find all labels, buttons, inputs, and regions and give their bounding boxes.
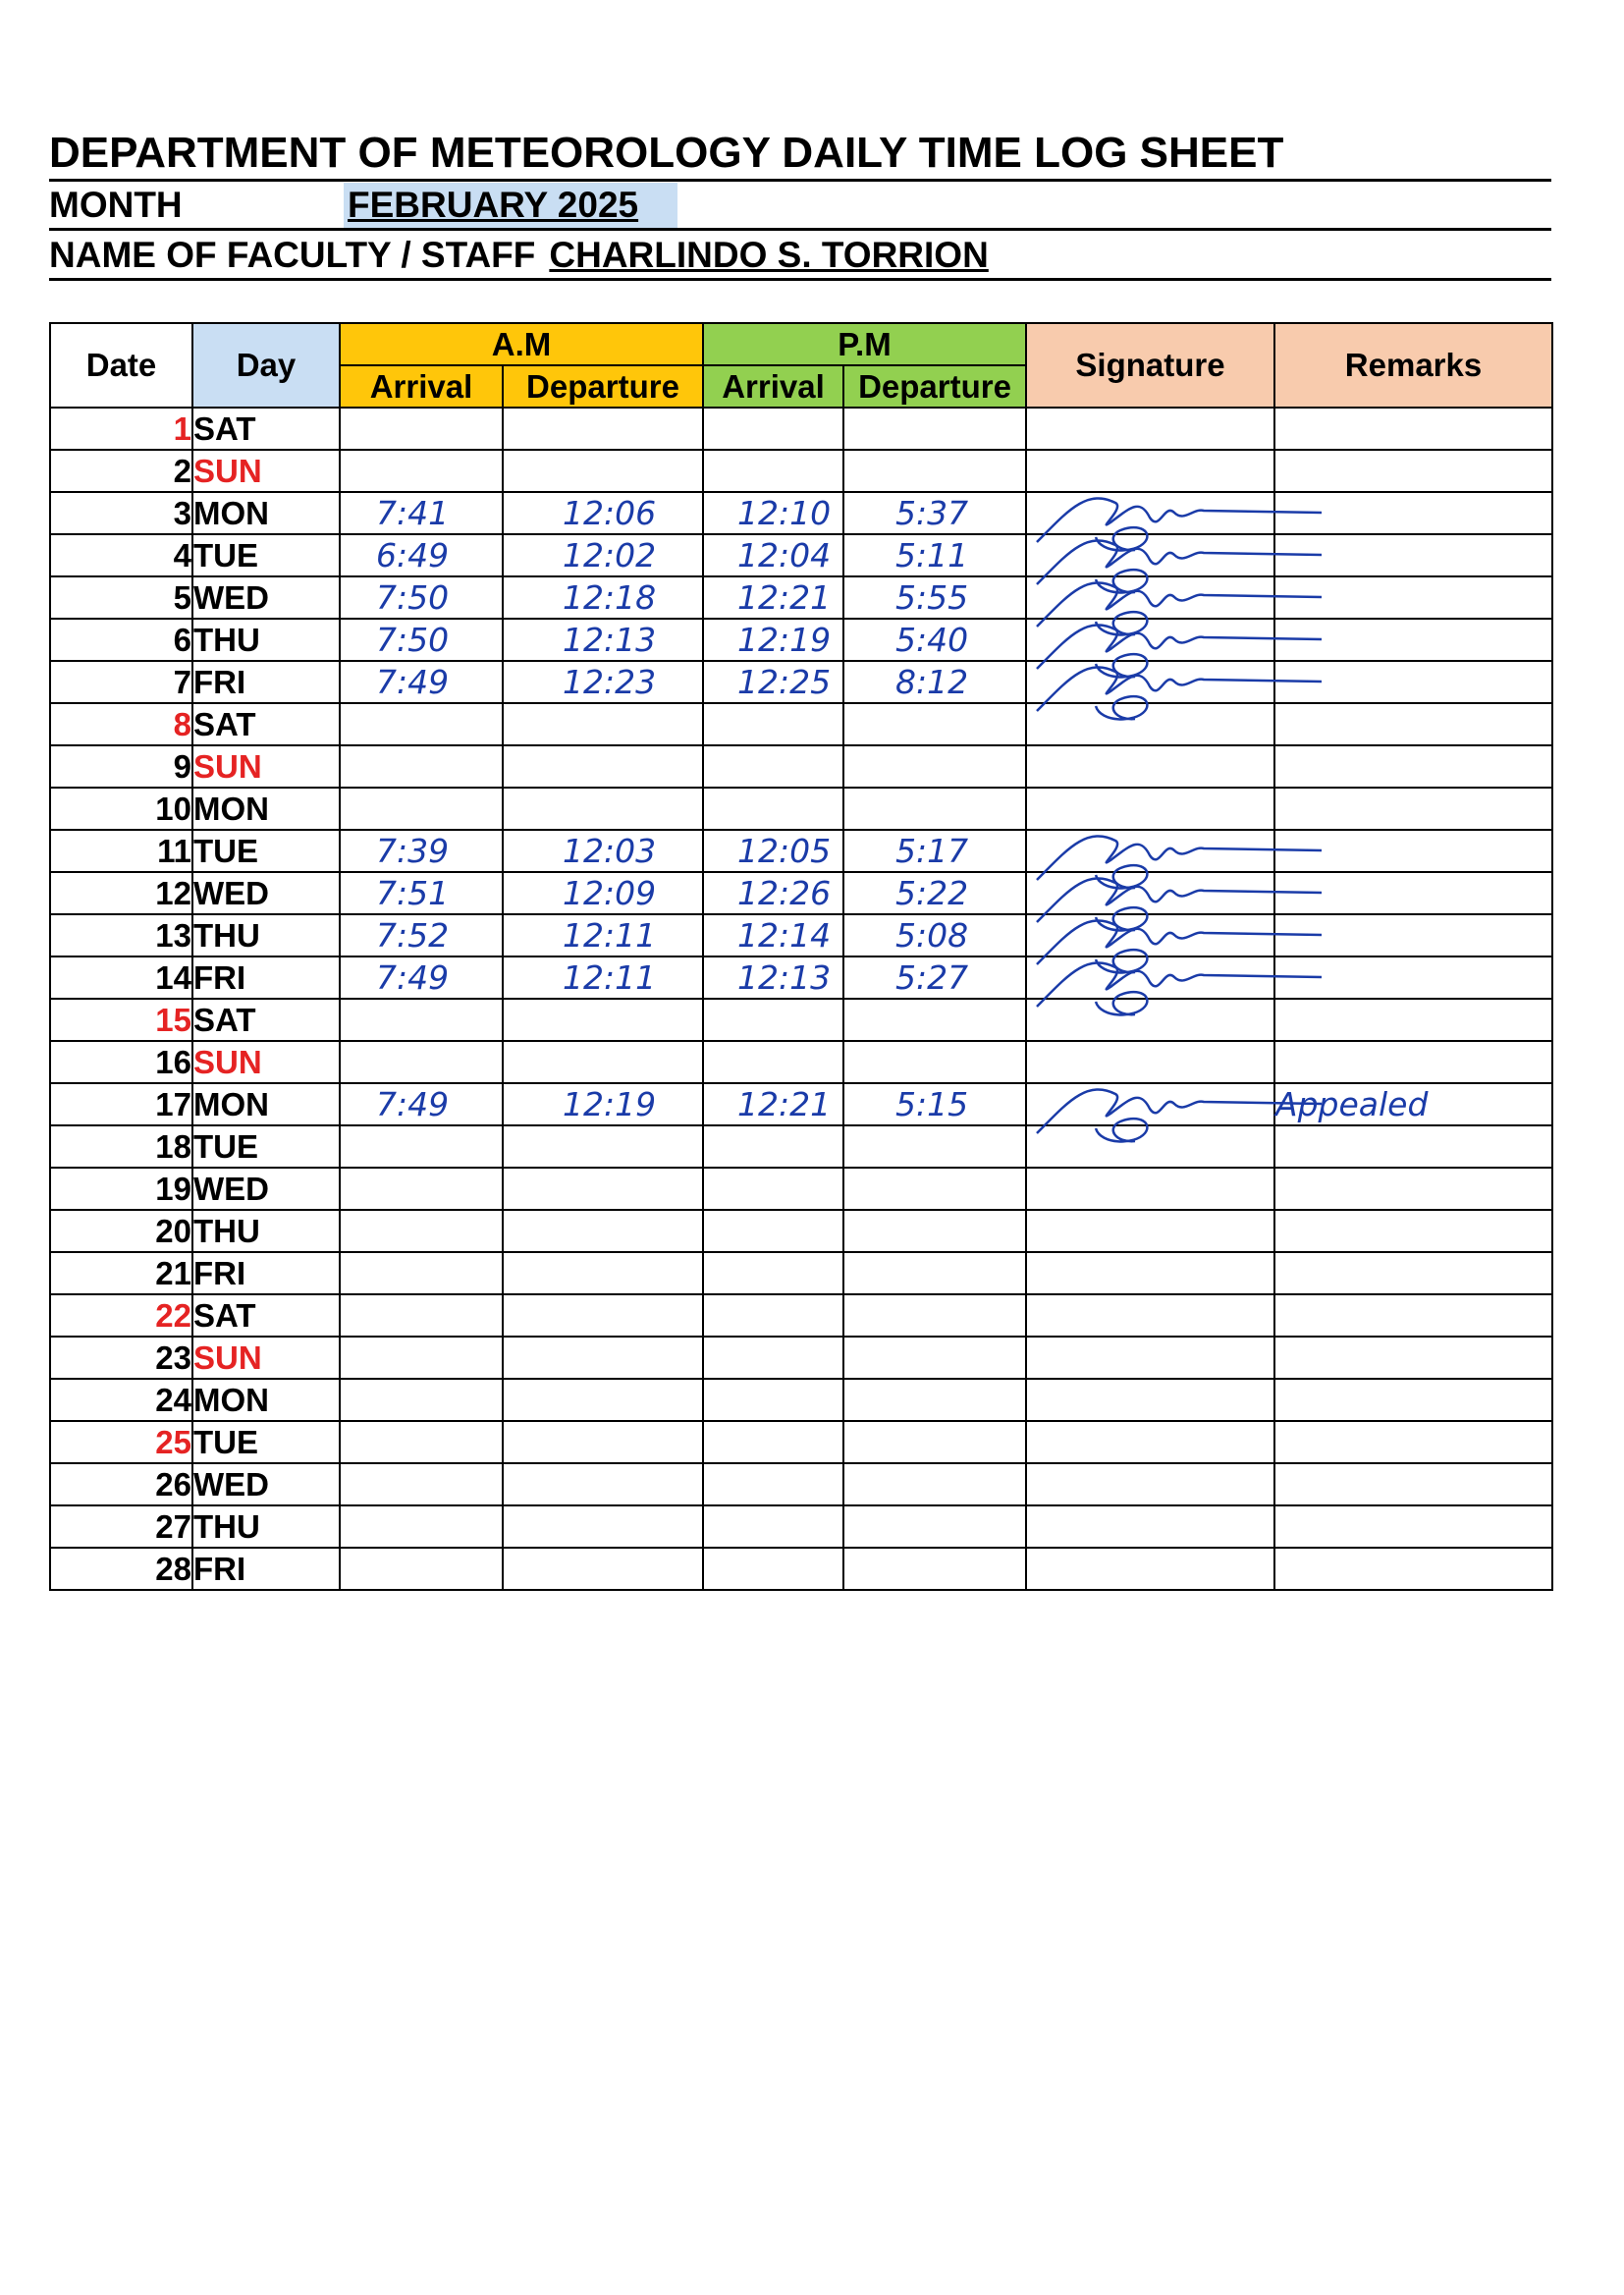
am-arrival-cell: 6:49 <box>340 534 503 576</box>
day-cell: SUN <box>192 1041 340 1083</box>
signature-cell <box>1026 492 1274 534</box>
date-cell: 4 <box>50 534 192 576</box>
table-row <box>50 576 1552 619</box>
sheet-title: DEPARTMENT OF METEOROLOGY DAILY TIME LOG SHEET <box>49 128 1551 182</box>
day-cell: MON <box>192 1083 340 1125</box>
date-cell: 16 <box>50 1041 192 1083</box>
signature-cell <box>1026 1041 1274 1083</box>
signature-cell <box>1026 534 1274 576</box>
table-row <box>50 661 1552 703</box>
table-row <box>50 1379 1552 1421</box>
date-cell: 22 <box>50 1294 192 1337</box>
pm-departure-cell <box>843 1337 1026 1379</box>
signature-cell <box>1026 576 1274 619</box>
signature-cell <box>1026 1210 1274 1252</box>
table-row <box>50 956 1552 999</box>
header-remarks: Remarks <box>1274 323 1552 408</box>
remarks-cell <box>1274 1505 1552 1548</box>
am-arrival-cell: 7:50 <box>340 576 503 619</box>
pm-departure-cell: 5:40 <box>843 619 1026 661</box>
day-cell: WED <box>192 576 340 619</box>
am-departure-cell <box>503 1168 703 1210</box>
day-cell: THU <box>192 619 340 661</box>
day-cell: THU <box>192 1505 340 1548</box>
pm-departure-cell <box>843 1505 1026 1548</box>
day-cell: SAT <box>192 408 340 450</box>
date-cell: 17 <box>50 1083 192 1125</box>
header-pm: P.M <box>703 323 1026 365</box>
remarks-cell <box>1274 1548 1552 1590</box>
am-arrival-cell <box>340 1463 503 1505</box>
am-departure-cell <box>503 1041 703 1083</box>
day-cell: WED <box>192 1463 340 1505</box>
am-arrival-cell: 7:39 <box>340 830 503 872</box>
pm-departure-cell <box>843 745 1026 788</box>
pm-departure-cell <box>843 1125 1026 1168</box>
am-arrival-cell: 7:51 <box>340 872 503 914</box>
pm-departure-cell <box>843 1548 1026 1590</box>
am-departure-cell: 12:09 <box>503 872 703 914</box>
remarks-cell <box>1274 1337 1552 1379</box>
pm-departure-cell <box>843 1294 1026 1337</box>
pm-arrival-cell: 12:19 <box>703 619 843 661</box>
am-departure-cell <box>503 1252 703 1294</box>
signature-cell <box>1026 619 1274 661</box>
am-departure-cell <box>503 1294 703 1337</box>
signature-cell <box>1026 999 1274 1041</box>
am-arrival-cell <box>340 1294 503 1337</box>
table-row <box>50 1083 1552 1125</box>
pm-arrival-cell <box>703 745 843 788</box>
date-cell: 21 <box>50 1252 192 1294</box>
pm-departure-cell <box>843 703 1026 745</box>
log-body <box>50 408 1552 1590</box>
am-arrival-cell: 7:52 <box>340 914 503 956</box>
am-departure-cell: 12:23 <box>503 661 703 703</box>
table-row <box>50 788 1552 830</box>
name-value: CHARLINDO S. TORRION <box>549 235 989 275</box>
pm-arrival-cell <box>703 1505 843 1548</box>
day-cell: WED <box>192 872 340 914</box>
remarks-cell <box>1274 788 1552 830</box>
am-departure-cell <box>503 1548 703 1590</box>
day-cell: TUE <box>192 534 340 576</box>
date-cell: 14 <box>50 956 192 999</box>
signature-cell <box>1026 1125 1274 1168</box>
am-arrival-cell: 7:49 <box>340 661 503 703</box>
date-cell: 3 <box>50 492 192 534</box>
header-signature: Signature <box>1026 323 1274 408</box>
signature-cell <box>1026 1421 1274 1463</box>
remarks-cell <box>1274 1463 1552 1505</box>
am-arrival-cell <box>340 1548 503 1590</box>
signature-cell <box>1026 1548 1274 1590</box>
pm-departure-cell <box>843 999 1026 1041</box>
pm-arrival-cell <box>703 1379 843 1421</box>
pm-arrival-cell: 12:26 <box>703 872 843 914</box>
pm-arrival-cell: 12:14 <box>703 914 843 956</box>
signature-cell <box>1026 1168 1274 1210</box>
header-am-arrival: Arrival <box>340 365 503 408</box>
remarks-cell <box>1274 1379 1552 1421</box>
table-row <box>50 1421 1552 1463</box>
am-departure-cell <box>503 788 703 830</box>
signature-cell <box>1026 872 1274 914</box>
name-row <box>49 233 1551 281</box>
am-departure-cell: 12:19 <box>503 1083 703 1125</box>
pm-arrival-cell <box>703 999 843 1041</box>
signature-cell <box>1026 745 1274 788</box>
signature-cell <box>1026 1379 1274 1421</box>
pm-departure-cell <box>843 1210 1026 1252</box>
pm-departure-cell: 5:15 <box>843 1083 1026 1125</box>
pm-arrival-cell <box>703 1041 843 1083</box>
table-row <box>50 1294 1552 1337</box>
am-arrival-cell: 7:49 <box>340 956 503 999</box>
pm-arrival-cell <box>703 1421 843 1463</box>
signature-cell <box>1026 1505 1274 1548</box>
signature-cell <box>1026 1463 1274 1505</box>
signature-cell <box>1026 661 1274 703</box>
day-cell: MON <box>192 1379 340 1421</box>
day-cell: TUE <box>192 1125 340 1168</box>
month-row <box>49 183 1551 231</box>
signature-cell <box>1026 703 1274 745</box>
pm-arrival-cell: 12:13 <box>703 956 843 999</box>
date-cell: 1 <box>50 408 192 450</box>
table-row <box>50 619 1552 661</box>
date-cell: 15 <box>50 999 192 1041</box>
am-departure-cell <box>503 1379 703 1421</box>
signature-cell <box>1026 1252 1274 1294</box>
pm-arrival-cell: 12:21 <box>703 1083 843 1125</box>
table-row <box>50 1505 1552 1548</box>
date-cell: 6 <box>50 619 192 661</box>
day-cell: THU <box>192 1210 340 1252</box>
pm-arrival-cell: 12:21 <box>703 576 843 619</box>
am-departure-cell: 12:13 <box>503 619 703 661</box>
day-cell: FRI <box>192 956 340 999</box>
pm-arrival-cell <box>703 788 843 830</box>
pm-arrival-cell <box>703 1337 843 1379</box>
table-row <box>50 534 1552 576</box>
am-arrival-cell <box>340 703 503 745</box>
table-row <box>50 1168 1552 1210</box>
table-row <box>50 1463 1552 1505</box>
am-departure-cell: 12:03 <box>503 830 703 872</box>
table-row <box>50 830 1552 872</box>
day-cell: THU <box>192 914 340 956</box>
pm-arrival-cell <box>703 1210 843 1252</box>
am-arrival-cell <box>340 999 503 1041</box>
remarks-cell <box>1274 1210 1552 1252</box>
pm-arrival-cell <box>703 703 843 745</box>
date-cell: 27 <box>50 1505 192 1548</box>
date-cell: 20 <box>50 1210 192 1252</box>
am-arrival-cell: 7:49 <box>340 1083 503 1125</box>
pm-departure-cell: 5:11 <box>843 534 1026 576</box>
table-row <box>50 745 1552 788</box>
pm-arrival-cell <box>703 1294 843 1337</box>
header-pm-arrival: Arrival <box>703 365 843 408</box>
signature-cell <box>1026 1083 1274 1125</box>
am-arrival-cell <box>340 1168 503 1210</box>
remarks-cell <box>1274 745 1552 788</box>
month-value: FEBRUARY 2025 <box>344 183 677 228</box>
day-cell: SUN <box>192 450 340 492</box>
signature-cell <box>1026 956 1274 999</box>
day-cell: SUN <box>192 745 340 788</box>
pm-arrival-cell <box>703 450 843 492</box>
header-day: Day <box>192 323 340 408</box>
am-departure-cell <box>503 745 703 788</box>
signature-cell <box>1026 450 1274 492</box>
am-departure-cell <box>503 703 703 745</box>
name-label: NAME OF FACULTY / STAFF <box>49 235 536 275</box>
am-departure-cell <box>503 408 703 450</box>
am-departure-cell: 12:11 <box>503 956 703 999</box>
signature-cell <box>1026 788 1274 830</box>
am-departure-cell <box>503 1125 703 1168</box>
signature-cell <box>1026 1294 1274 1337</box>
date-cell: 2 <box>50 450 192 492</box>
day-cell: MON <box>192 788 340 830</box>
am-arrival-cell: 7:50 <box>340 619 503 661</box>
table-row <box>50 492 1552 534</box>
pm-departure-cell <box>843 1168 1026 1210</box>
table-row <box>50 1210 1552 1252</box>
am-arrival-cell <box>340 450 503 492</box>
pm-departure-cell <box>843 450 1026 492</box>
am-arrival-cell <box>340 1125 503 1168</box>
month-label: MONTH <box>49 185 183 225</box>
signature-cell <box>1026 408 1274 450</box>
header-date: Date <box>50 323 192 408</box>
am-departure-cell <box>503 1463 703 1505</box>
pm-departure-cell: 5:37 <box>843 492 1026 534</box>
day-cell: WED <box>192 1168 340 1210</box>
remarks-cell <box>1274 450 1552 492</box>
table-row <box>50 1548 1552 1590</box>
day-cell: SAT <box>192 703 340 745</box>
pm-arrival-cell: 12:25 <box>703 661 843 703</box>
signature-cell <box>1026 1337 1274 1379</box>
date-cell: 10 <box>50 788 192 830</box>
day-cell: SAT <box>192 999 340 1041</box>
date-cell: 9 <box>50 745 192 788</box>
pm-arrival-cell: 12:04 <box>703 534 843 576</box>
am-arrival-cell: 7:41 <box>340 492 503 534</box>
pm-departure-cell <box>843 408 1026 450</box>
am-departure-cell <box>503 1505 703 1548</box>
am-departure-cell <box>503 999 703 1041</box>
am-departure-cell: 12:02 <box>503 534 703 576</box>
pm-departure-cell: 5:22 <box>843 872 1026 914</box>
day-cell: MON <box>192 492 340 534</box>
table-row <box>50 1252 1552 1294</box>
am-arrival-cell <box>340 1379 503 1421</box>
table-row <box>50 1337 1552 1379</box>
am-arrival-cell <box>340 1210 503 1252</box>
am-departure-cell <box>503 1337 703 1379</box>
pm-arrival-cell: 12:05 <box>703 830 843 872</box>
table-row <box>50 1041 1552 1083</box>
table-row <box>50 872 1552 914</box>
am-arrival-cell <box>340 788 503 830</box>
pm-arrival-cell <box>703 1125 843 1168</box>
pm-departure-cell <box>843 1252 1026 1294</box>
date-cell: 23 <box>50 1337 192 1379</box>
pm-arrival-cell <box>703 1548 843 1590</box>
header-pm-departure: Departure <box>843 365 1026 408</box>
table-row <box>50 408 1552 450</box>
date-cell: 24 <box>50 1379 192 1421</box>
date-cell: 19 <box>50 1168 192 1210</box>
day-cell: FRI <box>192 661 340 703</box>
am-arrival-cell <box>340 1505 503 1548</box>
time-log-table <box>49 322 1553 1591</box>
date-cell: 12 <box>50 872 192 914</box>
pm-arrival-cell <box>703 408 843 450</box>
header-am-departure: Departure <box>503 365 703 408</box>
remarks-cell <box>1274 1421 1552 1463</box>
date-cell: 13 <box>50 914 192 956</box>
pm-arrival-cell <box>703 1463 843 1505</box>
date-cell: 7 <box>50 661 192 703</box>
date-cell: 11 <box>50 830 192 872</box>
remarks-cell <box>1274 408 1552 450</box>
date-cell: 8 <box>50 703 192 745</box>
am-arrival-cell <box>340 1337 503 1379</box>
table-row <box>50 914 1552 956</box>
pm-departure-cell: 5:17 <box>843 830 1026 872</box>
day-cell: TUE <box>192 830 340 872</box>
pm-departure-cell: 5:55 <box>843 576 1026 619</box>
remarks-cell <box>1274 1168 1552 1210</box>
am-departure-cell: 12:11 <box>503 914 703 956</box>
am-departure-cell <box>503 450 703 492</box>
am-departure-cell <box>503 1210 703 1252</box>
day-cell: SUN <box>192 1337 340 1379</box>
date-cell: 25 <box>50 1421 192 1463</box>
pm-departure-cell <box>843 1463 1026 1505</box>
date-cell: 26 <box>50 1463 192 1505</box>
am-arrival-cell <box>340 1252 503 1294</box>
day-cell: FRI <box>192 1252 340 1294</box>
remarks-cell <box>1274 1252 1552 1294</box>
pm-departure-cell <box>843 1379 1026 1421</box>
am-departure-cell: 12:18 <box>503 576 703 619</box>
remarks-cell <box>1274 1041 1552 1083</box>
pm-departure-cell <box>843 1041 1026 1083</box>
pm-arrival-cell <box>703 1252 843 1294</box>
am-arrival-cell <box>340 1041 503 1083</box>
pm-arrival-cell: 12:10 <box>703 492 843 534</box>
header-am: A.M <box>340 323 703 365</box>
pm-departure-cell <box>843 788 1026 830</box>
pm-departure-cell <box>843 1421 1026 1463</box>
date-cell: 28 <box>50 1548 192 1590</box>
day-cell: FRI <box>192 1548 340 1590</box>
day-cell: SAT <box>192 1294 340 1337</box>
table-row <box>50 450 1552 492</box>
signature-cell <box>1026 830 1274 872</box>
am-departure-cell <box>503 1421 703 1463</box>
remarks-cell <box>1274 1294 1552 1337</box>
remarks-cell: Appealed <box>1274 1083 1552 1125</box>
date-cell: 5 <box>50 576 192 619</box>
pm-departure-cell: 5:08 <box>843 914 1026 956</box>
pm-departure-cell: 5:27 <box>843 956 1026 999</box>
pm-arrival-cell <box>703 1168 843 1210</box>
am-departure-cell: 12:06 <box>503 492 703 534</box>
date-cell: 18 <box>50 1125 192 1168</box>
am-arrival-cell <box>340 745 503 788</box>
am-arrival-cell <box>340 408 503 450</box>
pm-departure-cell: 8:12 <box>843 661 1026 703</box>
signature-cell <box>1026 914 1274 956</box>
am-arrival-cell <box>340 1421 503 1463</box>
day-cell: TUE <box>192 1421 340 1463</box>
